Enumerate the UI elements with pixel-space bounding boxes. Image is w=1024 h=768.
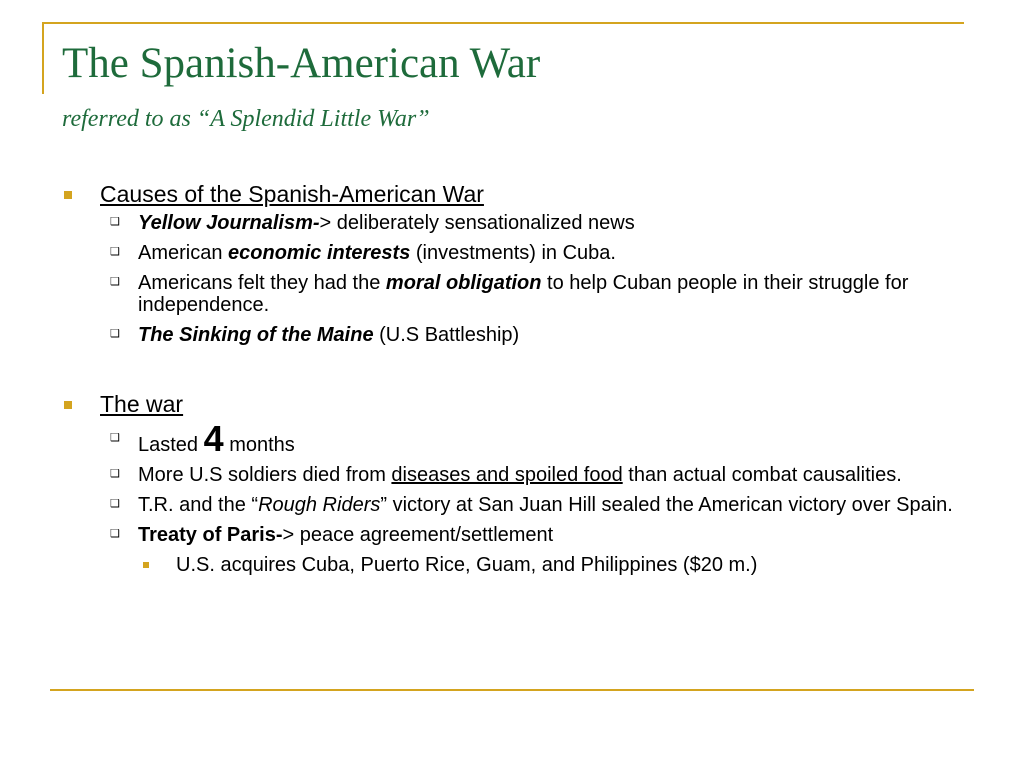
- war-1-pre: Lasted: [138, 434, 204, 456]
- hollow-square-bullet-icon: ❑: [110, 216, 120, 228]
- cause-2-pre: American: [138, 242, 229, 264]
- cause-economic-interests: [62, 242, 972, 264]
- treaty-acquisitions-text: U.S. acquires Cuba, Puerto Rice, Guam, and Philippines ($20 m.): [176, 554, 758, 576]
- small-square-bullet-icon: [143, 562, 149, 568]
- hollow-square-bullet-icon: ❑: [110, 498, 120, 510]
- war-3-italic: Rough Riders: [258, 494, 381, 516]
- cause-sinking-of-maine: [62, 324, 972, 346]
- slide-body: [62, 180, 972, 582]
- hollow-square-bullet-icon: ❑: [110, 528, 120, 540]
- slide-title: The Spanish-American War: [62, 40, 541, 87]
- hollow-square-bullet-icon: ❑: [110, 468, 120, 480]
- war-3-pre: T.R. and the “: [138, 494, 259, 516]
- bullet-the-war: [62, 390, 972, 418]
- war-4-strong: Treaty of Paris-: [138, 524, 283, 546]
- cause-3-pre: Americans felt they had the: [138, 272, 386, 294]
- cause-1-text: > deliberately sensationalized news: [319, 212, 635, 234]
- cause-4-text: (U.S Battleship): [373, 324, 520, 346]
- cause-2-text: (investments) in Cuba.: [410, 242, 616, 264]
- war-2-underlined: diseases and spoiled food: [391, 464, 623, 486]
- war-4-text: > peace agreement/settlement: [282, 524, 554, 546]
- causes-heading: Causes of the Spanish-American War: [100, 181, 484, 207]
- war-rough-riders: [62, 494, 972, 516]
- hollow-square-bullet-icon: ❑: [110, 276, 120, 288]
- cause-moral-obligation: [62, 272, 972, 316]
- square-bullet-icon: [64, 191, 72, 199]
- war-duration: [62, 418, 972, 459]
- war-3-text: ” victory at San Juan Hill sealed the American victory over Spain.: [380, 494, 953, 516]
- top-border-line: [44, 22, 964, 24]
- bottom-border-line: [50, 689, 974, 691]
- bullet-causes: [62, 180, 972, 208]
- slide-subtitle: referred to as “A Splendid Little War”: [62, 106, 430, 132]
- treaty-acquisitions: [62, 554, 972, 576]
- cause-3-text: to help Cuban people in their struggle for independence.: [138, 272, 909, 316]
- war-treaty-of-paris: [62, 524, 972, 546]
- cause-1-strong: Yellow Journalism-: [138, 212, 320, 234]
- war-disease-deaths: [62, 464, 972, 486]
- war-heading: The war: [100, 391, 184, 417]
- war-1-text: months: [223, 434, 295, 456]
- cause-4-strong: The Sinking of the Maine: [138, 324, 374, 346]
- cause-3-strong: moral obligation: [385, 272, 542, 294]
- square-bullet-icon: [64, 401, 72, 409]
- war-duration-number: 4: [203, 418, 224, 459]
- cause-2-strong: economic interests: [228, 242, 411, 264]
- cause-yellow-journalism: [62, 212, 972, 234]
- left-border-line: [42, 22, 44, 94]
- war-2-text: than actual combat causalities.: [622, 464, 902, 486]
- war-2-pre: More U.S soldiers died from: [138, 464, 392, 486]
- hollow-square-bullet-icon: ❑: [110, 328, 120, 340]
- hollow-square-bullet-icon: ❑: [110, 246, 120, 258]
- hollow-square-bullet-icon: ❑: [110, 432, 120, 444]
